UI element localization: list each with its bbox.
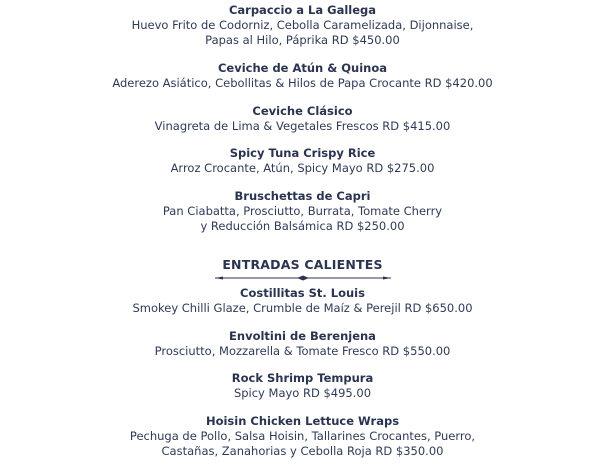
menu-item-name: Rock Shrimp Tempura <box>231 371 374 385</box>
menu-item-description: Aderezo Asiático, Cebollitas & Hilos de Papa Crocante RD $420.00 <box>112 76 493 90</box>
menu-item-name: Spicy Tuna Crispy Rice <box>229 146 376 160</box>
menu-item-description: Prosciutto, Mozzarella & Tomate Fresco RD $550.00 <box>154 344 451 358</box>
menu-item-hoisin-wraps <box>0 414 605 459</box>
menu-item-rock-shrimp <box>0 371 605 401</box>
menu-item-name: Ceviche Clásico <box>252 104 353 118</box>
menu-item-description: y Reducción Balsámica RD $250.00 <box>200 219 405 233</box>
menu-item-ceviche-atun <box>0 61 605 91</box>
menu-item-name: Costillitas St. Louis <box>240 286 365 300</box>
menu-item-name: Envoltini de Berenjena <box>229 329 376 343</box>
menu-item-name: Bruschettas de Capri <box>234 189 371 203</box>
section-header-entradas-calientes <box>0 257 605 281</box>
menu-item-description: Spicy Mayo RD $495.00 <box>233 386 372 400</box>
menu-item-costillitas <box>0 286 605 316</box>
menu-item-carpaccio <box>0 3 605 48</box>
menu-item-spicy-tuna <box>0 146 605 176</box>
menu-item-description: Huevo Frito de Codorniz, Cebolla Caramelizada, Dijonnaise, <box>131 18 474 32</box>
menu-item-envoltini <box>0 329 605 359</box>
menu-item-ceviche-clasico <box>0 104 605 134</box>
menu-item-name: Ceviche de Atún & Quinoa <box>217 61 388 75</box>
menu-item-description: Vinagreta de Lima & Vegetales Frescos RD $415.00 <box>154 119 451 133</box>
menu-item-name: Hoisin Chicken Lettuce Wraps <box>205 414 400 428</box>
menu-item-bruschettas <box>0 189 605 234</box>
menu-item-description: Papas al Hilo, Páprika RD $450.00 <box>205 33 400 47</box>
menu-item-description: Arroz Crocante, Atún, Spicy Mayo RD $275.00 <box>170 161 435 175</box>
menu-item-description: Pan Ciabatta, Prosciutto, Burrata, Tomate Cherry <box>162 204 443 218</box>
menu-item-name: Carpaccio a La Gallega <box>228 3 377 17</box>
menu-item-description: Castañas, Zanahorias y Cebolla Roja RD $350.00 <box>161 444 444 458</box>
section-title: ENTRADAS CALIENTES <box>222 257 383 272</box>
menu-item-description: Smokey Chilli Glaze, Crumble de Maíz & Perejil RD $650.00 <box>132 301 473 315</box>
ornamental-divider <box>213 275 393 281</box>
menu-item-description: Pechuga de Pollo, Salsa Hoisin, Tallarines Crocantes, Puerro, <box>129 429 476 443</box>
